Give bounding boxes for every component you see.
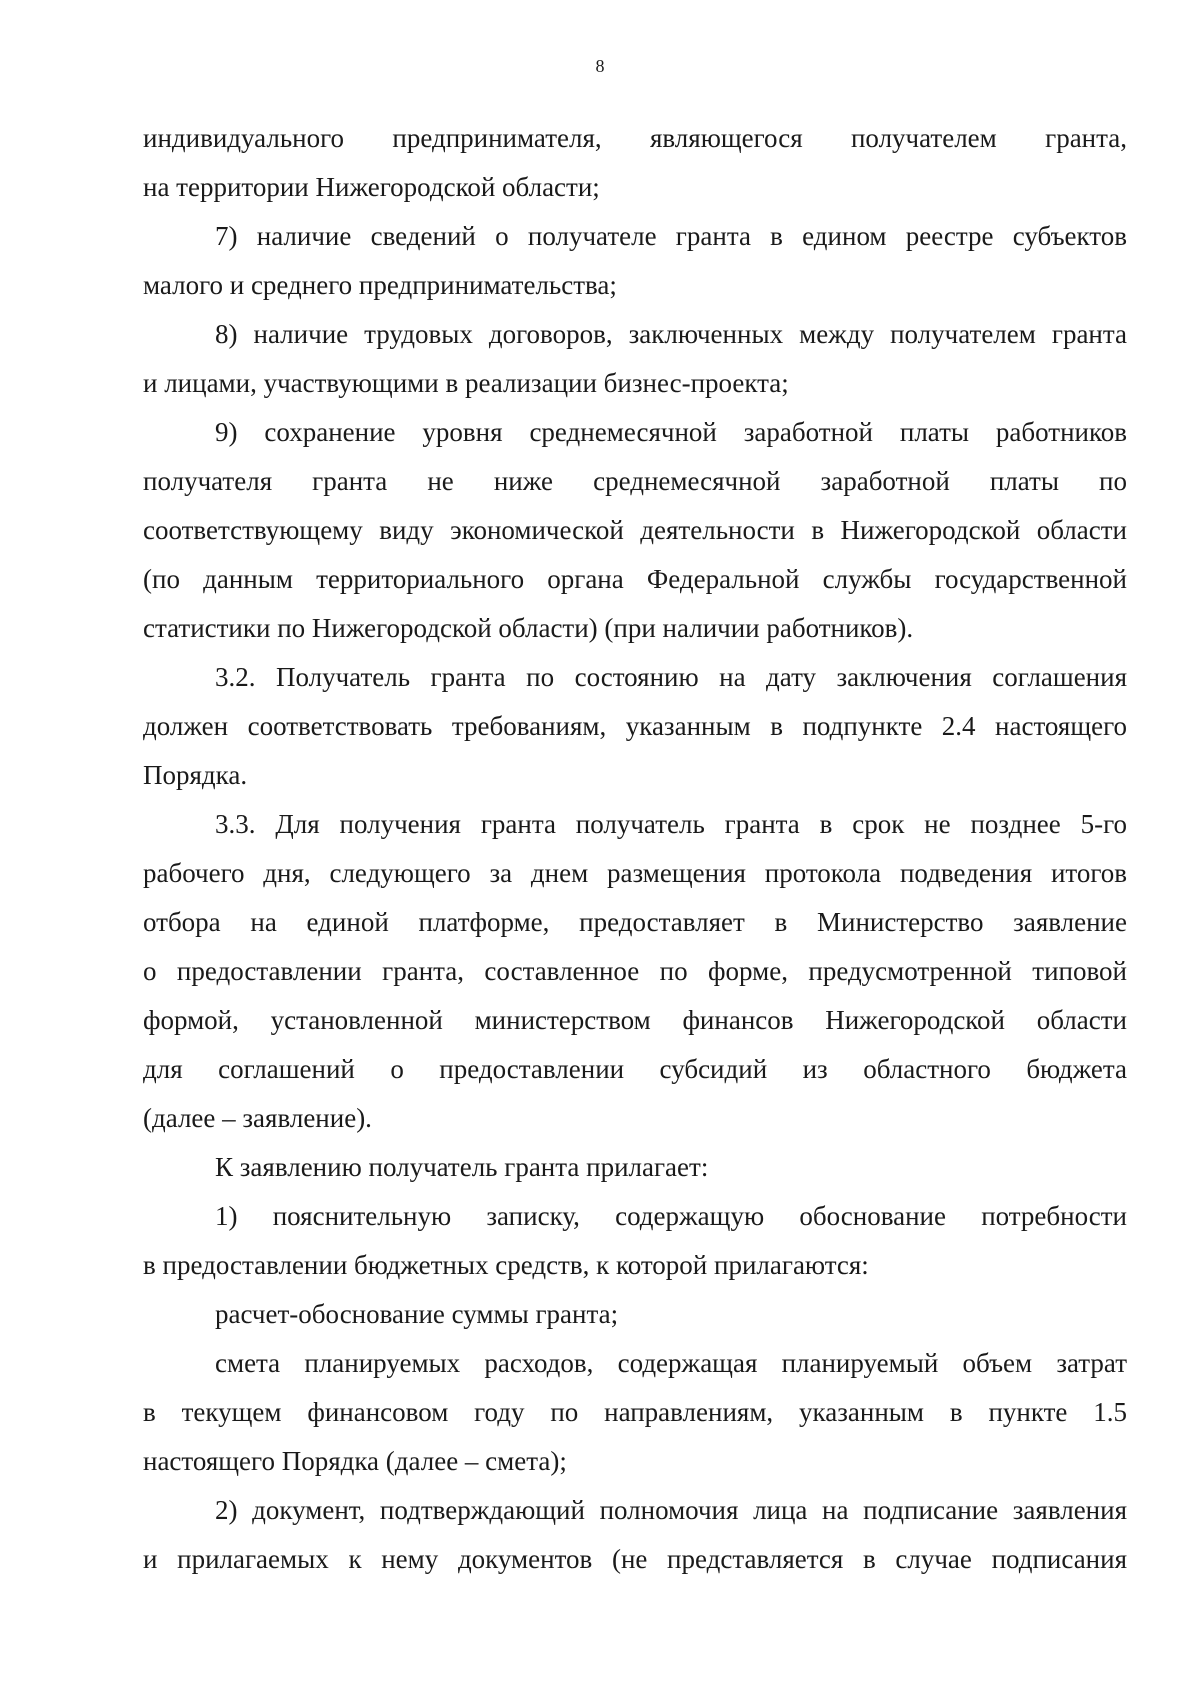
text-line: на территории Нижегородской области; bbox=[143, 172, 600, 202]
text-line: К заявлению получатель гранта прилагает: bbox=[215, 1152, 709, 1182]
text-line: 3.3. Для получения гранта получатель гранта в срок не позднее 5-го bbox=[215, 809, 1127, 839]
text-line: 7) наличие сведений о получателе гранта в едином реестре субъектов bbox=[215, 221, 1127, 251]
text-line: смета планируемых расходов, содержащая планируемый объем затрат bbox=[215, 1348, 1127, 1378]
text-line: получателя гранта не ниже среднемесячной заработной платы по bbox=[143, 466, 1127, 496]
text-line: малого и среднего предпринимательства; bbox=[143, 270, 617, 300]
text-line: должен соответствовать требованиям, указанным в подпункте 2.4 настоящего bbox=[143, 711, 1127, 741]
text-line: Порядка. bbox=[143, 760, 248, 790]
text-line: (по данным территориального органа Федеральной службы государственной bbox=[143, 564, 1127, 594]
text-line: индивидуального предпринимателя, являющегося получателем гранта, bbox=[143, 123, 1127, 153]
text-line: о предоставлении гранта, составленное по форме, предусмотренной типовой bbox=[143, 956, 1127, 986]
text-line: (далее – заявление). bbox=[143, 1103, 372, 1133]
page-number: 8 bbox=[595, 56, 605, 76]
document-body bbox=[143, 114, 1127, 1584]
text-line: для соглашений о предоставлении субсидий из областного бюджета bbox=[143, 1054, 1127, 1084]
text-line: 9) сохранение уровня среднемесячной заработной платы работников bbox=[215, 417, 1127, 447]
text-line: в текущем финансовом году по направлениям, указанным в пункте 1.5 bbox=[143, 1397, 1127, 1427]
text-line: расчет-обоснование суммы гранта; bbox=[215, 1299, 619, 1329]
text-line: в предоставлении бюджетных средств, к которой прилагаются: bbox=[143, 1250, 869, 1280]
text-line: 3.2. Получатель гранта по состоянию на дату заключения соглашения bbox=[215, 662, 1127, 692]
text-line: формой, установленной министерством финансов Нижегородской области bbox=[143, 1005, 1127, 1035]
text-line: отбора на единой платформе, предоставляет в Министерство заявление bbox=[143, 907, 1127, 937]
text-line: 8) наличие трудовых договоров, заключенных между получателем гранта bbox=[215, 319, 1127, 349]
text-line: 1) пояснительную записку, содержащую обоснование потребности bbox=[215, 1201, 1127, 1231]
text-line: и лицами, участвующими в реализации бизнес-проекта; bbox=[143, 368, 789, 398]
text-line: рабочего дня, следующего за днем размещения протокола подведения итогов bbox=[143, 858, 1127, 888]
text-line: и прилагаемых к нему документов (не представляется в случае подписания bbox=[143, 1544, 1127, 1574]
text-line: соответствующему виду экономической деятельности в Нижегородской области bbox=[143, 515, 1127, 545]
text-line: настоящего Порядка (далее – смета); bbox=[143, 1446, 567, 1476]
text-line: статистики по Нижегородской области) (при наличии работников). bbox=[143, 613, 914, 643]
text-line: 2) документ, подтверждающий полномочия лица на подписание заявления bbox=[215, 1495, 1127, 1525]
